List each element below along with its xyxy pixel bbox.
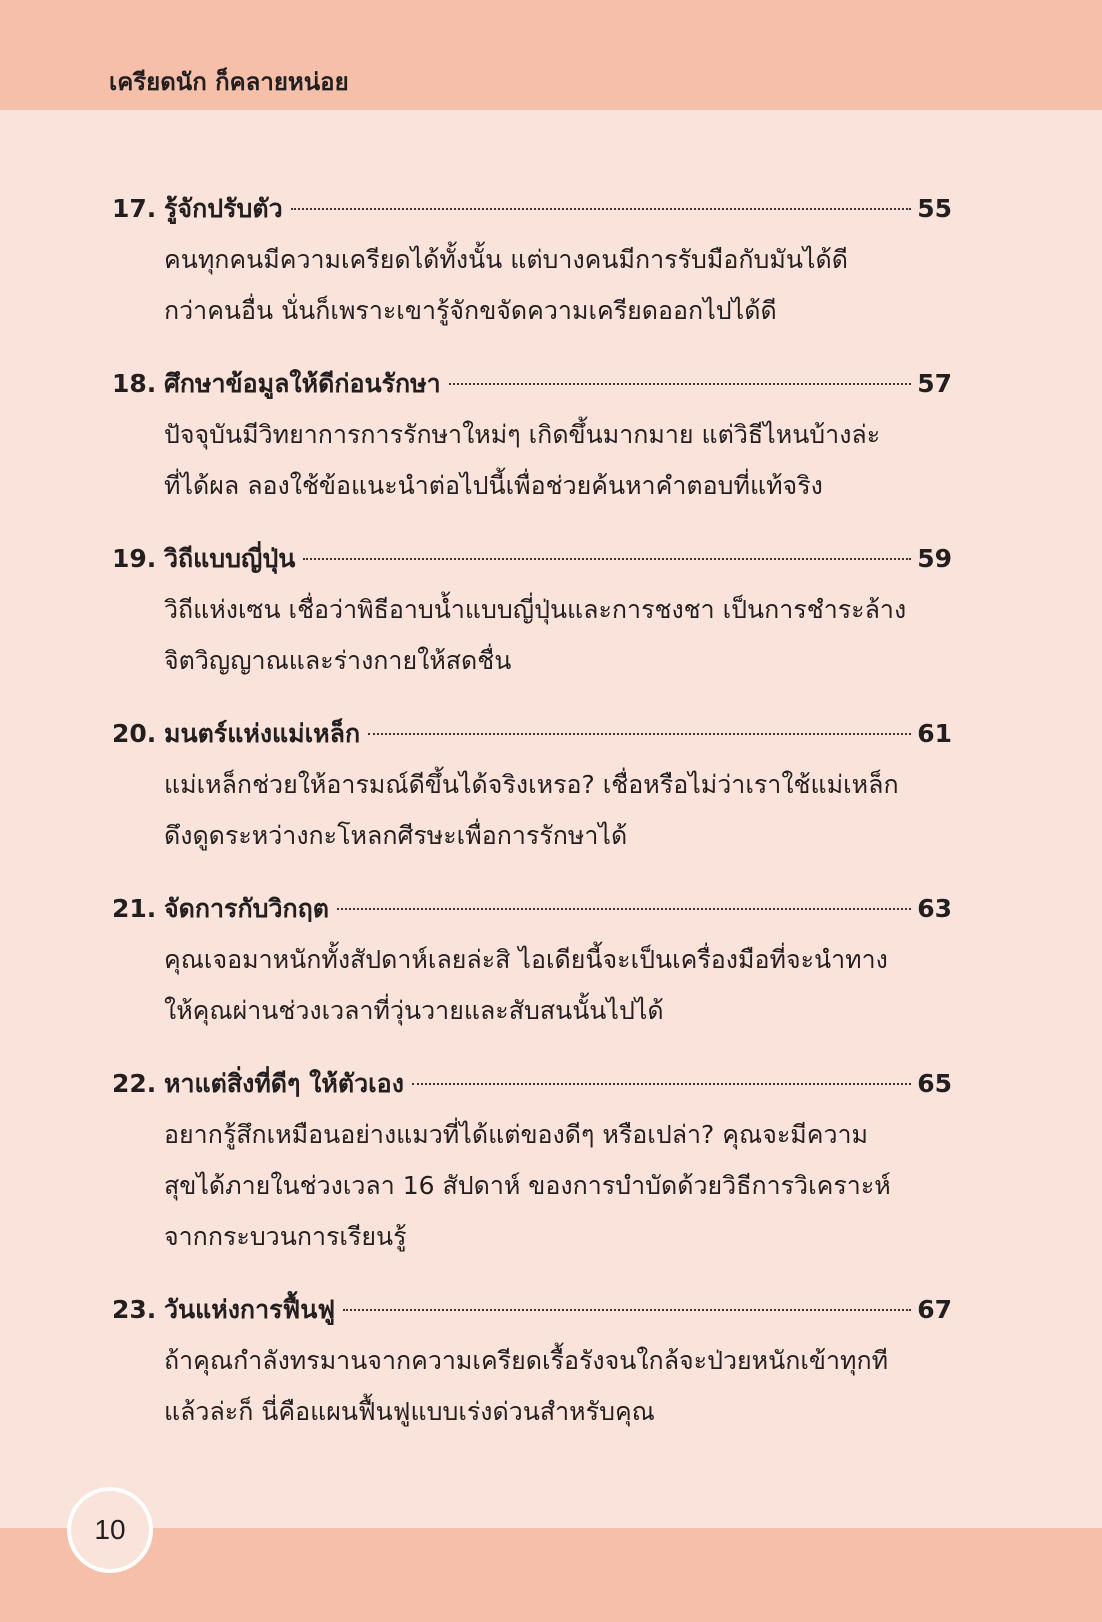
toc-entry-description [164, 934, 952, 1036]
description-line: ดึงดูดระหว่างกะโหลกศีรษะเพื่อการรักษาได้ [164, 821, 628, 850]
toc-entry-number: 20. [112, 719, 157, 748]
toc-entry-number: 21. [112, 894, 157, 923]
toc-entry-title: หาแต่สิ่งที่ดีๆ ให้ตัวเอง [164, 1069, 404, 1098]
dot-leader [412, 1083, 911, 1085]
description-line: แล้วล่ะก็ นี่คือแผนฟื้นฟูแบบเร่งด่วนสำหรับคุณ [164, 1397, 655, 1426]
description-line: จิตวิญญาณและร่างกายให้สดชื่น [164, 646, 512, 675]
toc-entry-heading [112, 1285, 952, 1335]
toc-entry-heading [112, 1059, 952, 1109]
toc-entry-title: วันแห่งการฟื้นฟู [164, 1295, 336, 1324]
toc-entry [112, 359, 952, 511]
toc-entry-heading [112, 359, 952, 409]
toc-entry [112, 709, 952, 861]
description-line: จากกระบวนการเรียนรู้ [164, 1222, 407, 1251]
dot-leader [337, 908, 911, 910]
toc-entry-title: รู้จักปรับตัว [164, 194, 283, 223]
description-line: แม่เหล็กช่วยให้อารมณ์ดีขึ้นได้จริงเหรอ? เชื่อหรือไม่ว่าเราใช้แม่เหล็ก [164, 770, 899, 799]
page-number: 10 [94, 1514, 126, 1545]
description-line: ให้คุณผ่านช่วงเวลาที่วุ่นวายและสับสนนั้นไปได้ [164, 996, 664, 1025]
toc-entry-number: 23. [112, 1295, 157, 1324]
toc-entry-heading [112, 184, 952, 234]
toc-entry [112, 184, 952, 336]
toc-entry-heading [112, 884, 952, 934]
toc-entry-number: 22. [112, 1069, 157, 1098]
toc-entry-page-number: 55 [917, 194, 952, 223]
toc-entry-page-number: 61 [917, 719, 952, 748]
description-line: ที่ได้ผล ลองใช้ข้อแนะนำต่อไปนี้เพื่อช่วยค้นหาคำตอบที่แท้จริง [164, 471, 823, 500]
dot-leader [368, 733, 911, 735]
toc-entry-page-number: 65 [917, 1069, 952, 1098]
toc-entry [112, 534, 952, 686]
dot-leader [291, 208, 912, 210]
toc-entry-page-number: 59 [917, 544, 952, 573]
description-line: วิถีแห่งเซน เชื่อว่าพิธีอาบน้ำแบบญี่ปุ่นและการชงชา เป็นการชำระล้าง [164, 595, 907, 624]
description-line: กว่าคนอื่น นั่นก็เพราะเขารู้จักขจัดความเครียดออกไปได้ดี [164, 296, 777, 325]
toc-entry-title: จัดการกับวิกฤต [164, 894, 330, 923]
toc-entry-heading [112, 709, 952, 759]
description-line: คนทุกคนมีความเครียดได้ทั้งนั้น แต่บางคนมีการรับมือกับมันได้ดี [164, 245, 848, 274]
toc-entry-title: ศึกษาข้อมูลให้ดีก่อนรักษา [164, 369, 441, 398]
toc-entry-description [164, 1109, 952, 1262]
toc-entry-page-number: 63 [917, 894, 952, 923]
toc-entry-heading [112, 534, 952, 584]
table-of-contents [112, 184, 952, 1460]
description-line: ถ้าคุณกำลังทรมานจากความเครียดเรื้อรังจนใกล้จะป่วยหนักเข้าทุกที [164, 1346, 889, 1375]
description-line: ปัจจุบันมีวิทยาการการรักษาใหม่ๆ เกิดขึ้นมากมาย แต่วิธีไหนบ้างล่ะ [164, 420, 881, 449]
page-number-badge [67, 1487, 153, 1573]
toc-entry-title: มนตร์แห่งแม่เหล็ก [164, 719, 361, 748]
book-title: เครียดนัก ก็คลายหน่อย [109, 68, 349, 96]
toc-entry-description [164, 234, 952, 336]
description-line: อยากรู้สึกเหมือนอย่างแมวที่ได้แต่ของดีๆ หรือเปล่า? คุณจะมีความ [164, 1120, 869, 1149]
toc-entry [112, 884, 952, 1036]
dot-leader [343, 1309, 911, 1311]
toc-entry-description [164, 1335, 952, 1437]
toc-entry-number: 18. [112, 369, 157, 398]
description-line: สุขได้ภายในช่วงเวลา 16 สัปดาห์ ของการบำบัดด้วยวิธีการวิเคราะห์ [164, 1171, 891, 1200]
toc-entry [112, 1059, 952, 1262]
toc-entry-number: 19. [112, 544, 157, 573]
toc-entry [112, 1285, 952, 1437]
toc-entry-title: วิถีแบบญี่ปุ่น [164, 544, 296, 573]
description-line: คุณเจอมาหนักทั้งสัปดาห์เลยล่ะสิ ไอเดียนี้จะเป็นเครื่องมือที่จะนำทาง [164, 945, 888, 974]
toc-entry-page-number: 57 [917, 369, 952, 398]
toc-entry-description [164, 409, 952, 511]
toc-entry-description [164, 584, 952, 686]
toc-entry-description [164, 759, 952, 861]
dot-leader [303, 558, 911, 560]
toc-entry-page-number: 67 [917, 1295, 952, 1324]
toc-entry-number: 17. [112, 194, 157, 223]
footer-band [0, 1528, 1102, 1622]
dot-leader [449, 383, 912, 385]
